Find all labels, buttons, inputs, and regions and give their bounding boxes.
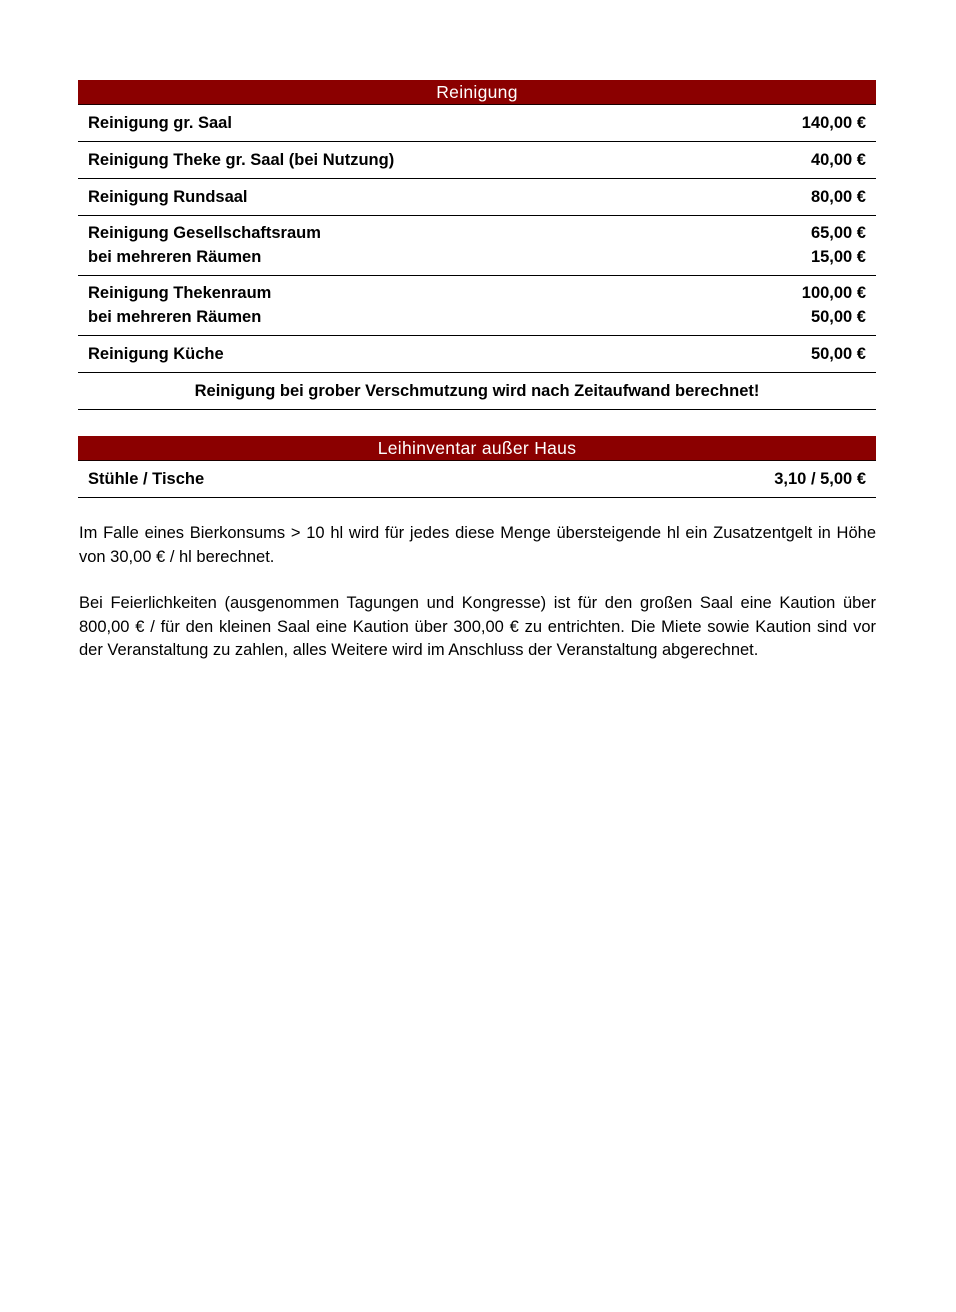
row-price: 50,00 € (810, 345, 866, 363)
leihinventar-table (78, 436, 876, 498)
reinigung-table (78, 80, 876, 410)
row-price: 140,00 € (801, 114, 866, 132)
row-label: Reinigung Thekenraum bei mehreren Räumen (88, 284, 272, 326)
table-row (78, 105, 876, 142)
table-row (78, 216, 876, 276)
reinigung-header: Reinigung (78, 80, 876, 105)
table-row (78, 179, 876, 216)
table-row (78, 336, 876, 373)
row-price: 65,00 € 15,00 € (810, 224, 866, 266)
reinigung-note: Reinigung bei grober Verschmutzung wird nach Zeitaufwand berechnet! (78, 373, 876, 410)
row-label: Reinigung Gesellschaftsraum bei mehreren Räumen (88, 224, 321, 266)
row-price: 40,00 € (810, 151, 866, 169)
row-label: Reinigung Küche (88, 345, 224, 363)
row-label: Stühle / Tische (88, 470, 205, 488)
row-price: 80,00 € (810, 188, 866, 206)
beer-consumption-paragraph: Im Falle eines Bierkonsums > 10 hl wird für jedes diese Menge übersteigende hl ein Zusatzentgelt in Höhe von 30,00 € / hl berechnet. (79, 524, 876, 566)
table-row (78, 276, 876, 336)
row-price: 100,00 € 50,00 € (801, 284, 866, 326)
table-row (78, 142, 876, 179)
deposit-paragraph: Bei Feierlichkeiten (ausgenommen Tagungen und Kongresse) ist für den großen Saal eine Kaution über 800,00 € / für den kleinen Saal eine Kaution über 300,00 € zu entrichten. Die Miete sowie Kaution sind vor der Veranstaltung zu zahlen, alles Weitere wird im Anschluss der Veranstaltung abgerechnet. (79, 594, 876, 659)
row-price: 3,10 / 5,00 € (774, 470, 866, 488)
row-label: Reinigung Theke gr. Saal (bei Nutzung) (88, 151, 395, 169)
table-row (78, 461, 876, 498)
leihinventar-header: Leihinventar außer Haus (78, 436, 876, 461)
row-label: Reinigung gr. Saal (88, 114, 232, 132)
row-label: Reinigung Rundsaal (88, 188, 248, 206)
